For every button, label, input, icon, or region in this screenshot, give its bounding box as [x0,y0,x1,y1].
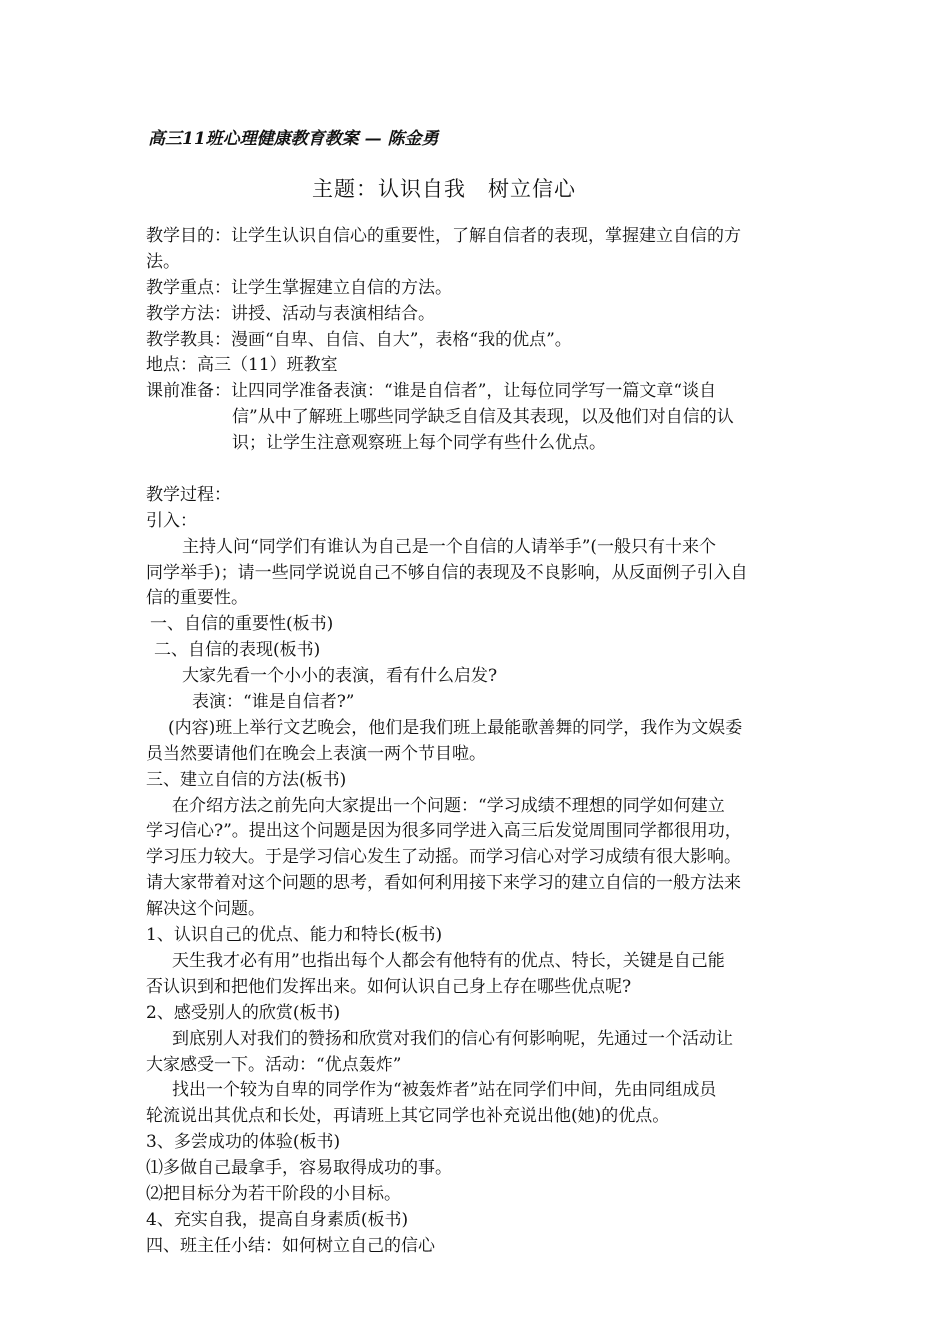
section-heading: 1、认识自己的优点、能力和特长(板书) [146,925,443,946]
paragraph-line: 教学重点：让学生掌握建立自信的方法。 [146,277,452,298]
section-heading: 3、多尝成功的体验(板书) [146,1132,341,1153]
paragraph-line: 大家先看一个小小的表演，看有什么启发? [182,666,498,687]
paragraph-line: 课前准备：让四同学准备表演：“谁是自信者”，让每位同学写一篇文章“谈自 [146,381,717,402]
document-header: 高三11班心理健康教育教案 — 陈金勇 [148,129,439,149]
paragraph-line: 学习压力较大。于是学习信心发生了动摇。而学习信心对学习成绩有很大影响。 [146,847,741,868]
list-item: ⑵把目标分为若干阶段的小目标。 [146,1183,401,1204]
paragraph-line: 解决这个问题。 [146,899,265,920]
section-heading: 三、建立自信的方法(板书) [146,769,347,790]
paragraph-line: 到底别人对我们的赞扬和欣赏对我们的信心有何影响呢，先通过一个活动让 [172,1028,733,1049]
paragraph-line: 教学方法：讲授、活动与表演相结合。 [146,303,435,324]
paragraph-line: 地点：高三（11）班教室 [146,355,338,376]
paragraph-line: 在介绍方法之前先向大家提出一个问题：“学习成绩不理想的同学如何建立 [172,795,725,816]
paragraph-line: 信的重要性。 [146,588,248,609]
document-title: 主题：认识自我 树立信心 [312,177,576,201]
paragraph-line: 主持人问“同学们有谁认为自己是一个自信的人请举手”(一般只有十来个 [182,536,717,557]
paragraph-line: 信”从中了解班上哪些同学缺乏自信及其表现，以及他们对自信的认 [232,407,734,428]
section-heading: 二、自信的表现(板书) [154,640,321,661]
paragraph-line: 识；让学生注意观察班上每个同学有些什么优点。 [232,433,606,454]
paragraph-line: (内容)班上举行文艺晚会，他们是我们班上最能歌善舞的同学，我作为文娱委 [168,717,743,738]
paragraph-line: 请大家带着对这个问题的思考，看如何利用接下来学习的建立自信的一般方法来 [146,873,741,894]
paragraph-line: 否认识到和把他们发挥出来。如何认识自己身上存在哪些优点呢? [146,976,632,997]
paragraph-line: 员当然要请他们在晚会上表演一两个节目啦。 [146,743,486,764]
section-heading: 一、自信的重要性(板书) [150,614,334,635]
blank-line [146,457,814,483]
section-heading: 引入： [146,510,197,531]
section-heading: 2、感受别人的欣赏(板书) [146,1002,341,1023]
paragraph-line: 法。 [146,251,180,272]
paragraph-line: 大家感受一下。活动：“优点轰炸” [146,1054,402,1075]
paragraph-line: 教学目的：让学生认识自信心的重要性，了解自信者的表现，掌握建立自信的方 [146,226,741,246]
paragraph-line: 表演：“谁是自信者?” [192,692,355,713]
section-heading: 四、班主任小结：如何树立自己的信心 [146,1235,435,1256]
section-heading: 4、充实自我，提高自身素质(板书) [146,1209,409,1230]
paragraph-line: 同学举手)；请一些同学说说自己不够自信的表现及不良影响，从反面例子引入自 [146,562,748,583]
list-item: ⑴多做自己最拿手，容易取得成功的事。 [146,1158,452,1179]
paragraph-line: 教学教具：漫画“自卑、自信、自大”，表格“我的优点”。 [146,329,572,350]
document-body [146,224,814,1260]
section-heading: 教学过程： [146,484,231,505]
paragraph-line: 找出一个较为自卑的同学作为“被轰炸者”站在同学们中间，先由同组成员 [172,1080,717,1101]
paragraph-line: 学习信心?”。提出这个问题是因为很多同学进入高三后发觉周围同学都很用功， [146,821,742,842]
paragraph-line: 轮流说出其优点和长处，再请班上其它同学也补充说出他(她)的优点。 [146,1106,670,1127]
paragraph-line: 天生我才必有用”也指出每个人都会有他特有的优点、特长，关键是自己能 [172,950,725,971]
